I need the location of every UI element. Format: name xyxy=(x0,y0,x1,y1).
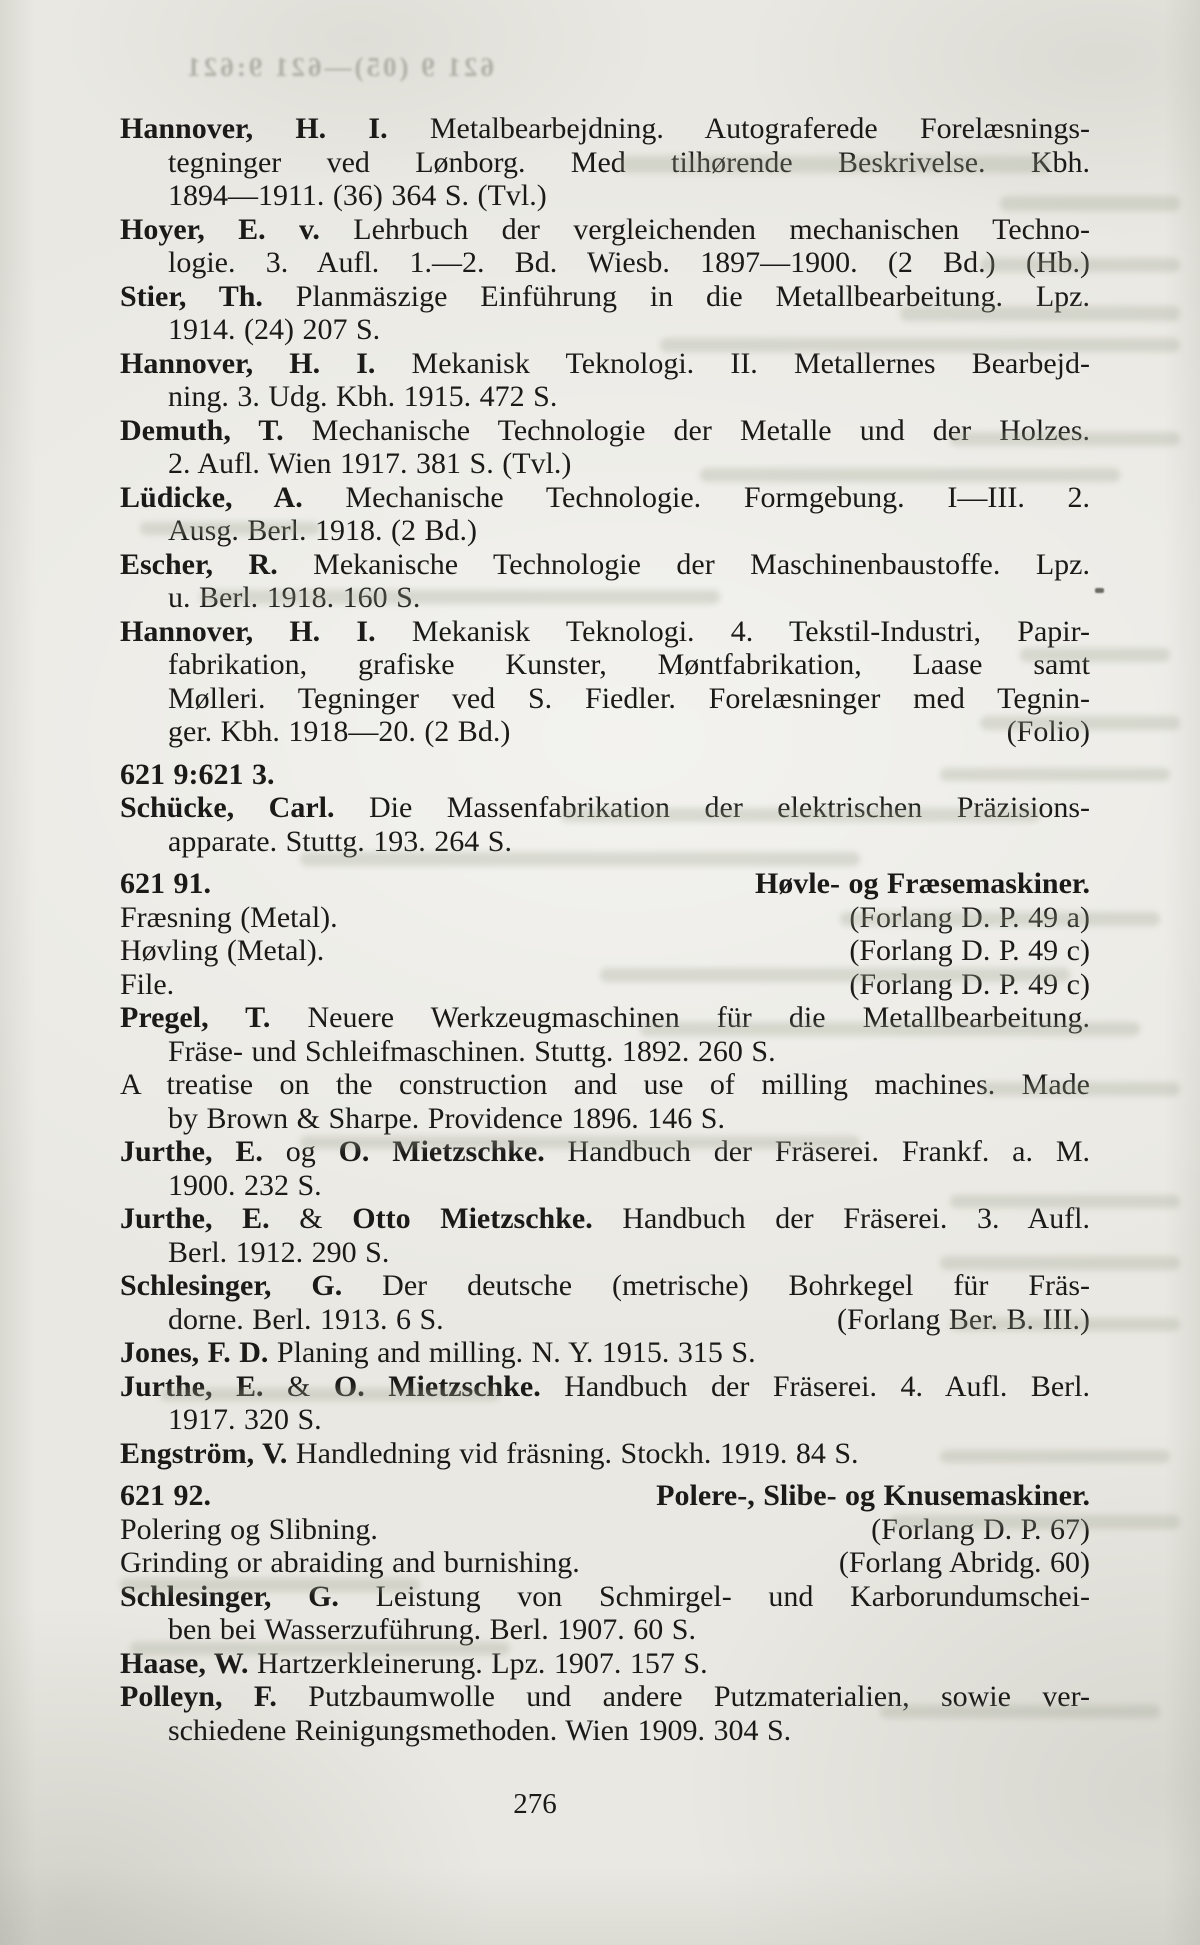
line-text: Jones, F. D. Planing and milling. N. Y. 1915. 315 S. xyxy=(120,1336,756,1369)
bleed-through-smudge xyxy=(130,1642,510,1655)
line-text: Fræsning (Metal). xyxy=(120,900,338,934)
bleed-through-smudge xyxy=(700,468,1120,482)
bleed-through-smudge xyxy=(1020,648,1170,662)
bleed-through-smudge xyxy=(600,968,1070,982)
bib-entry-line xyxy=(120,1403,1090,1437)
line-text: Engström, V. Handledning vid fräsning. Stockh. 1919. 84 S. xyxy=(120,1436,859,1470)
line-text: Pregel, T. Neuere Werkzeugmaschinen für die Metallbearbeitung. xyxy=(120,1001,1091,1034)
bleed-through-smudge xyxy=(950,1318,1180,1331)
bleed-through-smudge xyxy=(140,522,320,535)
bib-entry-line xyxy=(120,1035,1090,1069)
line-text: Schücke, Carl. Die Massenfabrikation der elektrischen Präzisions- xyxy=(120,791,1091,824)
line-text: A treatise on the construction and use of milling machines. Made xyxy=(120,1068,1090,1101)
bleed-through-smudge xyxy=(950,1195,1180,1208)
line-text: Mølleri. Tegninger ved S. Fiedler. Forelæsninger med Tegnin- xyxy=(168,681,1090,715)
bib-entry-line xyxy=(120,1169,1090,1203)
line-text: 621 9:621 3. xyxy=(120,757,275,791)
line-text: logie. 3. Aufl. 1.—2. Bd. Wiesb. 1897—1900. (2 Bd.) (Hb.) xyxy=(168,246,1090,279)
bib-entry-line xyxy=(120,1336,1090,1370)
bleed-through-smudge xyxy=(950,432,1180,446)
bib-entry-line xyxy=(120,414,1090,448)
bleed-through-smudge xyxy=(980,258,1180,272)
line-text: Schlesinger, G. Leistung von Schmirgel- und Karborundumschei- xyxy=(120,1579,1090,1613)
line-text: Polleyn, F. Putzbaumwolle und andere Putzmaterialien, sowie ver- xyxy=(120,1680,1090,1713)
bib-entry-line xyxy=(120,1068,1090,1102)
line-text: 1894—1911. (36) 364 S. (Tvl.) xyxy=(168,179,547,212)
line-text: fabrikation, grafiske Kunster, Møntfabrikation, Laase samt xyxy=(168,648,1090,681)
line-text: 1914. (24) 207 S. xyxy=(168,313,381,346)
line-right-text: Høvle- og Fræsemaskiner. xyxy=(754,867,1090,900)
line-text: Ausg. Berl. 1918. (2 Bd.) xyxy=(168,514,477,547)
bleed-through-smudge xyxy=(300,852,860,866)
line-text: 1900. 232 S. xyxy=(168,1168,322,1202)
bib-entry-line xyxy=(120,548,1090,582)
bleed-through-smudge xyxy=(980,1082,1180,1096)
bleed-through-smudge xyxy=(300,1136,860,1149)
bib-entry-line xyxy=(120,715,1090,749)
line-text: Jurthe, E. & O. Mietzschke. Handbuch der Fräserei. 4. Aufl. Berl. xyxy=(120,1369,1090,1403)
line-text: Jurthe, E. og O. Mietzschke. Handbuch der Fräserei. Frankf. a. M. xyxy=(120,1135,1091,1168)
bib-entry-line xyxy=(120,246,1090,280)
bib-entry-line xyxy=(120,380,1090,414)
line-text: Schlesinger, G. Der deutsche (metrische) Bohrkegel für Fräs- xyxy=(120,1269,1091,1302)
line-text: 1917. 320 S. xyxy=(168,1403,322,1436)
line-text: Hannover, H. I. Mekanisk Teknologi. 4. Tekstil-Industri, Papir- xyxy=(120,614,1090,648)
line-text: Berl. 1912. 290 S. xyxy=(168,1235,390,1269)
line-text: Fräse- und Schleifmaschinen. Stuttg. 1892. 260 S. xyxy=(168,1034,776,1068)
bleed-through-smudge xyxy=(900,306,1180,321)
bleed-through-smudge xyxy=(840,912,1160,926)
bib-entry-line xyxy=(120,682,1090,716)
line-text: File. xyxy=(120,967,175,1001)
page-number: 276 xyxy=(513,1788,557,1820)
bib-entry-line xyxy=(120,179,1090,213)
line-right-text: (Forlang D. P. 49 c) xyxy=(849,934,1090,967)
bleed-through-smudge xyxy=(660,338,1180,352)
subject-reference-line xyxy=(120,1546,1090,1580)
line-text: 621 91. xyxy=(120,867,211,900)
bib-entry-line xyxy=(120,615,1090,649)
line-right-text: (Folio) xyxy=(1006,715,1090,748)
bleed-through-smudge xyxy=(880,1705,1160,1718)
line-text: 2. Aufl. Wien 1917. 381 S. (Tvl.) xyxy=(168,447,572,480)
bleed-through-smudge xyxy=(940,1256,1180,1270)
line-text: Haase, W. Hartzerkleinerung. Lpz. 1907. 157 S. xyxy=(120,1646,708,1680)
bib-entry-line xyxy=(120,1202,1090,1236)
line-text: tegninger ved Lønborg. Med tilhørende Beskrivelse. Kbh. xyxy=(168,145,1090,179)
line-right-text: (Forlang Abridg. 60) xyxy=(838,1546,1090,1579)
line-text: ger. Kbh. 1918—20. (2 Bd.) xyxy=(168,715,511,748)
bib-entry-line xyxy=(120,1269,1090,1303)
line-text: Stier, Th. Planmäszige Einführung in die Metallbearbeitung. Lpz. xyxy=(120,279,1090,313)
line-text: dorne. Berl. 1913. 6 S. xyxy=(168,1302,444,1336)
bleed-through-smudge xyxy=(940,1450,1170,1463)
ink-speck xyxy=(1095,588,1104,593)
bleed-through-smudge xyxy=(620,156,1050,173)
line-text: Hoyer, E. v. Lehrbuch der vergleichenden mechanischen Techno- xyxy=(120,212,1090,246)
line-text: Demuth, T. Mechanische Technologie der Metalle und der Holzes. xyxy=(120,413,1091,447)
bib-entry-line xyxy=(120,1102,1090,1136)
bib-entry-line xyxy=(120,481,1090,515)
line-right-text: (Forlang Ber. B. III.) xyxy=(837,1302,1090,1336)
bleed-through-smudge xyxy=(120,1578,420,1592)
bleed-through-smudge xyxy=(200,590,720,604)
line-right-text: (Forlang D. P. 49 c) xyxy=(849,967,1090,1001)
text-block xyxy=(120,112,1090,1821)
line-text: ning. 3. Udg. Kbh. 1915. 472 S. xyxy=(168,380,558,413)
line-text: ben bei Wasserzuführung. Berl. 1907. 60 S. xyxy=(168,1613,696,1646)
line-text: Escher, R. Mekanische Technologie der Maschinenbaustoffe. Lpz. xyxy=(120,547,1090,581)
line-text: 621 92. xyxy=(120,1479,211,1512)
line-text: by Brown & Sharpe. Providence 1896. 146 S. xyxy=(168,1101,725,1135)
line-text: Grinding or abraiding and burnishing. xyxy=(120,1546,580,1579)
bleed-through-header: 621 9 (05)—621 9:621 xyxy=(184,52,494,82)
line-text: Høvling (Metal). xyxy=(120,934,325,967)
line-text: u. Berl. 1918. 160 S. xyxy=(168,581,421,614)
line-text: Jurthe, E. & Otto Mietzschke. Handbuch der Fräserei. 3. Aufl. xyxy=(120,1202,1091,1235)
line-text: Hannover, H. I. Metalbearbejdning. Autograferede Forelæsnings- xyxy=(120,112,1091,145)
line-text: Lüdicke, A. Mechanische Technologie. Formgebung. I—III. 2. xyxy=(120,480,1090,514)
line-text: apparate. Stuttg. 193. 264 S. xyxy=(168,824,512,858)
section-heading-row xyxy=(120,867,1090,901)
bleed-through-smudge xyxy=(940,768,1170,781)
line-text: Hannover, H. I. Mekanisk Teknologi. II. Metallernes Bearbejd- xyxy=(120,346,1090,380)
bleed-through-smudge xyxy=(560,808,1040,822)
bib-entry-line xyxy=(120,112,1090,146)
bib-entry-line xyxy=(120,648,1090,682)
bleed-through-smudge xyxy=(1000,196,1180,211)
line-right-text: (Forlang D. P. 49 a) xyxy=(849,900,1090,934)
bleed-through-smudge xyxy=(890,1515,1180,1529)
bib-entry-line xyxy=(120,213,1090,247)
bib-entry-line xyxy=(120,1714,1090,1748)
line-right-text: (Forlang D. P. 67) xyxy=(871,1512,1090,1546)
line-text: schiedene Reinigungsmethoden. Wien 1909. 304 S. xyxy=(168,1713,792,1747)
section-heading-row xyxy=(120,1479,1090,1513)
subject-reference-line xyxy=(120,934,1090,968)
bleed-through-smudge xyxy=(160,1388,500,1401)
bib-entry-line xyxy=(120,1303,1090,1337)
line-right-text: Polere-, Slibe- og Knusemaskiner. xyxy=(656,1479,1090,1512)
bleed-through-smudge xyxy=(980,716,1180,730)
line-text: Polering og Slibning. xyxy=(120,1512,378,1546)
bleed-through-smudge xyxy=(640,1022,1140,1036)
